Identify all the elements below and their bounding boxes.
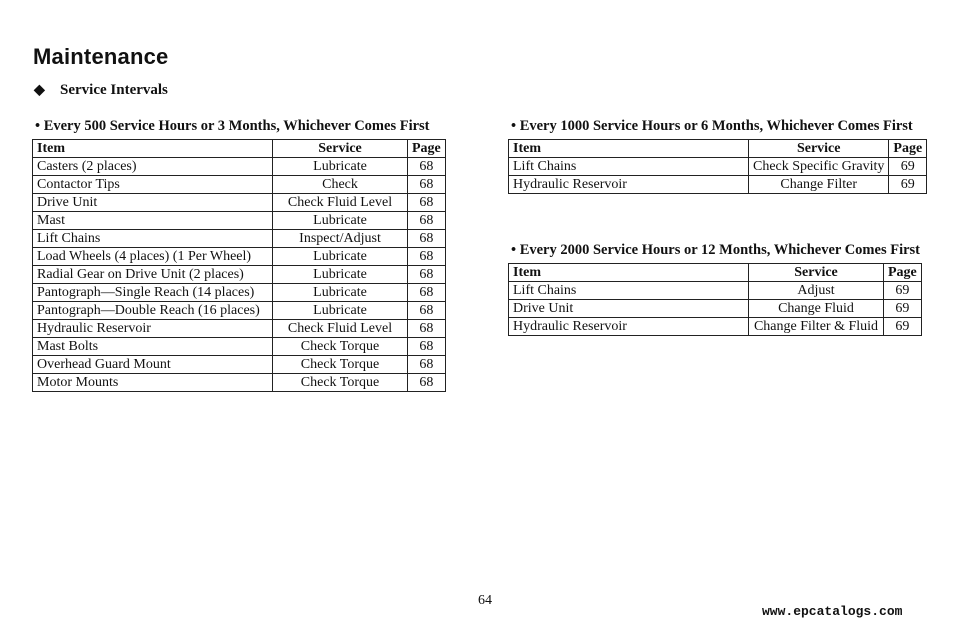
table-row (33, 302, 446, 320)
service-table (32, 139, 446, 392)
page-cell: 68 (408, 320, 446, 338)
item-cell: Contactor Tips (33, 176, 273, 194)
table-row (33, 212, 446, 230)
column-header-item: Item (509, 140, 749, 158)
table-row (509, 158, 927, 176)
item-cell: Mast Bolts (33, 338, 273, 356)
page-cell: 68 (408, 194, 446, 212)
page-cell: 68 (408, 230, 446, 248)
service-cell: Change Filter (749, 176, 889, 194)
service-cell: Lubricate (273, 302, 408, 320)
table-row (33, 248, 446, 266)
table-row (509, 282, 922, 300)
service-table (508, 263, 922, 336)
item-cell: Casters (2 places) (33, 158, 273, 176)
table-row (509, 318, 922, 336)
page-cell: 68 (408, 158, 446, 176)
table-row (33, 284, 446, 302)
page-cell: 68 (408, 248, 446, 266)
item-cell: Lift Chains (509, 158, 749, 176)
page-title: Maintenance (33, 44, 169, 69)
item-cell: Radial Gear on Drive Unit (2 places) (33, 266, 273, 284)
interval-block-500-hours (32, 117, 446, 392)
table-row (33, 266, 446, 284)
item-cell: Overhead Guard Mount (33, 356, 273, 374)
table-row (33, 194, 446, 212)
table-row (33, 338, 446, 356)
page-cell: 68 (408, 212, 446, 230)
page-cell: 68 (408, 374, 446, 392)
page-cell: 69 (884, 282, 922, 300)
column-header-page: Page (884, 264, 922, 282)
interval-block-1000-hours (508, 117, 927, 194)
section-heading (34, 82, 168, 99)
service-cell: Lubricate (273, 158, 408, 176)
item-cell: Load Wheels (4 places) (1 Per Wheel) (33, 248, 273, 266)
table-header-row (33, 140, 446, 158)
watermark-url: www.epcatalogs.com (762, 604, 903, 619)
table-row (33, 176, 446, 194)
item-cell: Hydraulic Reservoir (509, 318, 749, 336)
table-row (33, 356, 446, 374)
service-cell: Check Fluid Level (273, 320, 408, 338)
item-cell: Drive Unit (33, 194, 273, 212)
interval-heading: • Every 1000 Service Hours or 6 Months, Whichever Comes First (511, 118, 913, 134)
page-cell: 69 (889, 176, 927, 194)
item-cell: Mast (33, 212, 273, 230)
page-cell: 68 (408, 284, 446, 302)
service-cell: Lubricate (273, 248, 408, 266)
page-cell: 69 (884, 300, 922, 318)
service-cell: Adjust (749, 282, 884, 300)
item-cell: Pantograph—Double Reach (16 places) (33, 302, 273, 320)
interval-heading: • Every 2000 Service Hours or 12 Months, Whichever Comes First (511, 242, 921, 258)
column-header-page: Page (889, 140, 927, 158)
service-cell: Check Torque (273, 374, 408, 392)
service-cell: Lubricate (273, 284, 408, 302)
page-number: 64 (478, 593, 492, 608)
column-header-item: Item (509, 264, 749, 282)
table-row (33, 230, 446, 248)
page-cell: 68 (408, 338, 446, 356)
column-header-service: Service (749, 264, 884, 282)
page-cell: 68 (408, 302, 446, 320)
table-header-row (509, 264, 922, 282)
table-row (33, 320, 446, 338)
page-cell: 69 (889, 158, 927, 176)
service-cell: Change Fluid (749, 300, 884, 318)
interval-block-2000-hours (508, 241, 922, 336)
item-cell: Pantograph—Single Reach (14 places) (33, 284, 273, 302)
column-header-service: Service (749, 140, 889, 158)
page-cell: 68 (408, 356, 446, 374)
item-cell: Lift Chains (509, 282, 749, 300)
page-cell: 68 (408, 176, 446, 194)
table-row (509, 300, 922, 318)
item-cell: Motor Mounts (33, 374, 273, 392)
service-cell: Check Fluid Level (273, 194, 408, 212)
page-cell: 69 (884, 318, 922, 336)
service-cell: Inspect/Adjust (273, 230, 408, 248)
service-cell: Check Torque (273, 356, 408, 374)
service-cell: Lubricate (273, 212, 408, 230)
column-header-item: Item (33, 140, 273, 158)
item-cell: Lift Chains (33, 230, 273, 248)
item-cell: Hydraulic Reservoir (509, 176, 749, 194)
service-cell: Check (273, 176, 408, 194)
column-header-service: Service (273, 140, 408, 158)
service-cell: Check Specific Gravity (749, 158, 889, 176)
page-cell: 68 (408, 266, 446, 284)
column-header-page: Page (408, 140, 446, 158)
service-table (508, 139, 927, 194)
service-cell: Check Torque (273, 338, 408, 356)
service-cell: Lubricate (273, 266, 408, 284)
diamond-bullet-icon: ◆ (34, 83, 45, 98)
table-header-row (509, 140, 927, 158)
table-row (33, 158, 446, 176)
section-heading-text: Service Intervals (60, 82, 168, 98)
table-row (509, 176, 927, 194)
interval-heading: • Every 500 Service Hours or 3 Months, Whichever Comes First (35, 118, 430, 134)
item-cell: Hydraulic Reservoir (33, 320, 273, 338)
item-cell: Drive Unit (509, 300, 749, 318)
service-cell: Change Filter & Fluid (749, 318, 884, 336)
table-row (33, 374, 446, 392)
